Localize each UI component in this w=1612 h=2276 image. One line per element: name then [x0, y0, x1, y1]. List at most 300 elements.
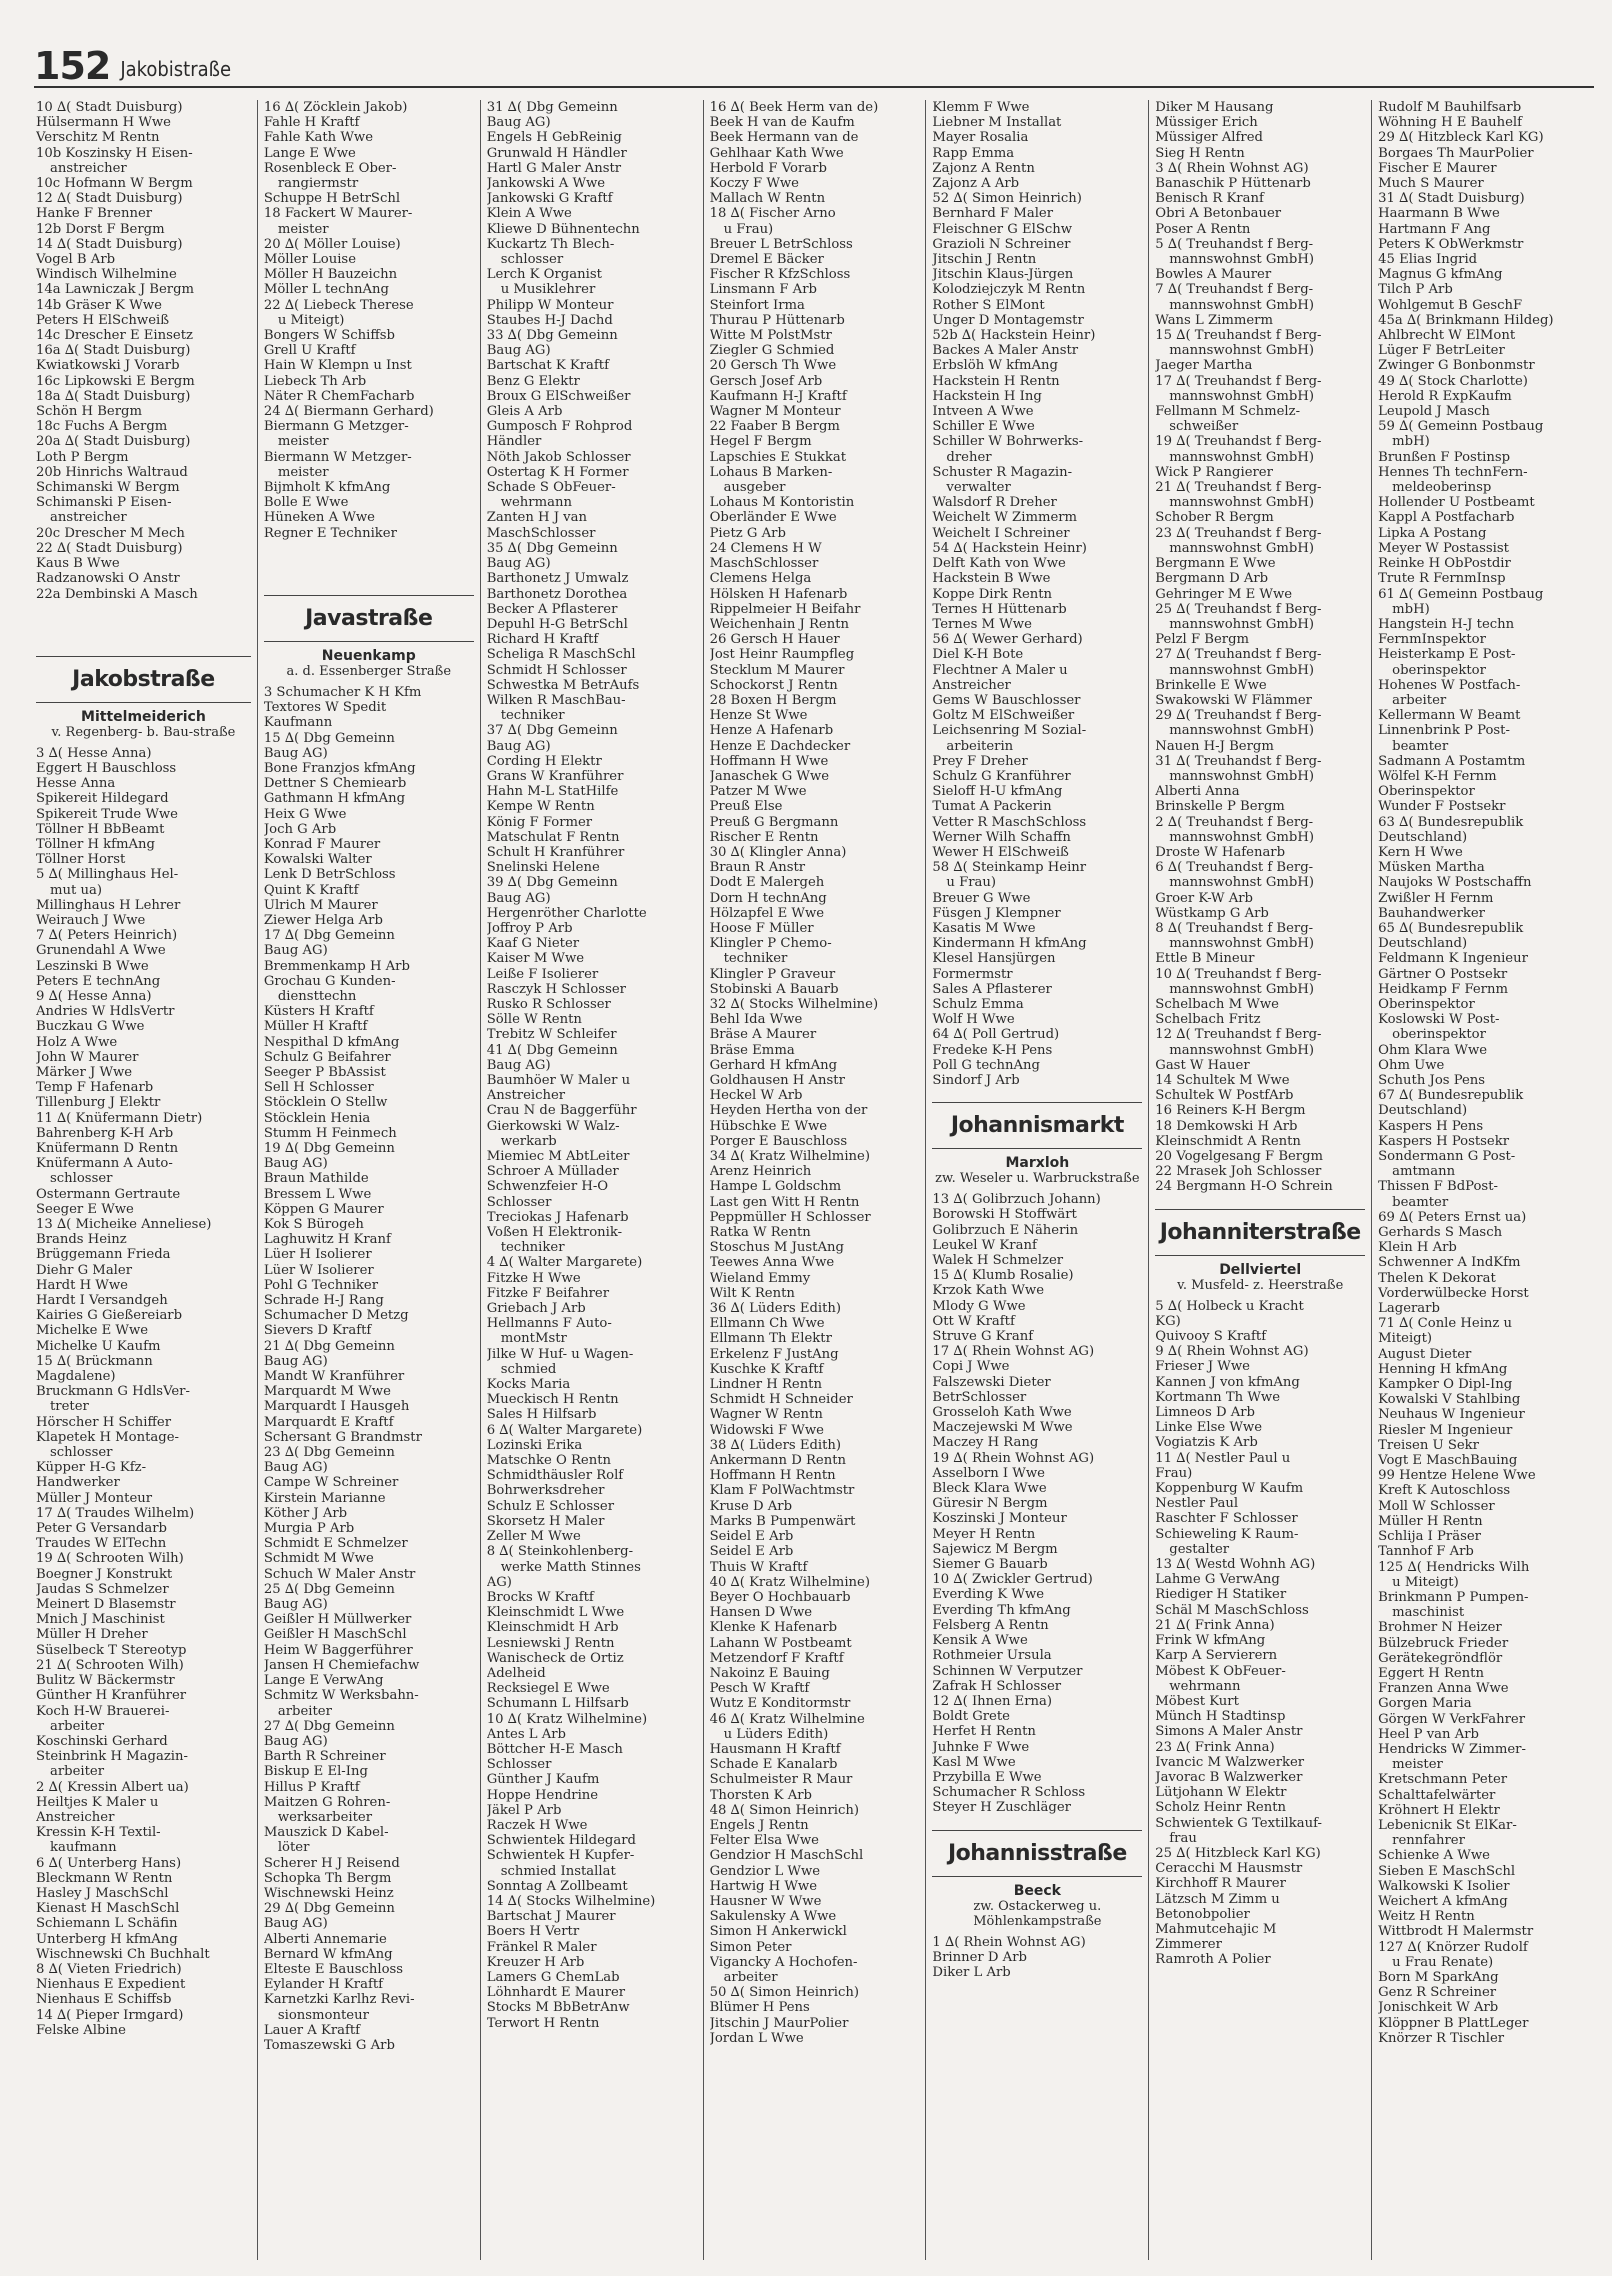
entry-line: Fahle Kath Wwe: [263, 130, 374, 146]
entry-line: Liebeck Th Arb: [263, 373, 367, 389]
entry-line: Borgaes Th MaurPolier: [1378, 145, 1534, 161]
entry-line: 12 ∆( Stadt Duisburg): [36, 191, 183, 207]
entry-line: Erbslöh W kfmAng: [932, 358, 1058, 374]
entry-line: 28 Boxen H Bergm: [709, 692, 837, 708]
entry-line: 14c Drescher E Einsetz: [36, 328, 193, 344]
entry-line: Lamers G ChemLab: [486, 1969, 620, 1985]
entry-line: Alberti Annemarie: [263, 1931, 387, 1947]
entry-line: Vogiatzis K Arb: [1155, 1435, 1258, 1451]
entry-line: Bernard W kfmAng: [263, 1946, 393, 1962]
entry-line: Quint K Kraftf: [263, 882, 359, 898]
entry-line: Hellmanns F Auto-: [486, 1316, 612, 1332]
entry-line: Brinskelle P Bergm: [1155, 799, 1285, 815]
entry-line: Schuch W Maler Anstr: [263, 1566, 416, 1582]
entry-line: Kressin K-H Textil-: [36, 1825, 161, 1841]
entry-line: Bergmann D Arb: [1155, 571, 1269, 587]
entry-line: Gersch Josef Arb: [709, 373, 823, 389]
entry-line: Peter G Versandarb: [36, 1521, 168, 1537]
entry-line: Diker L Arb: [932, 1964, 1011, 1980]
entry-line: Scheliga R MaschSchl: [486, 647, 636, 663]
entry-line: Barth R Schreiner: [263, 1749, 386, 1765]
entry-line: Müller J Monteur: [36, 1490, 153, 1506]
entry-line: Marks B Pumpenwärt: [709, 1513, 856, 1529]
entry-line: Töllner H kfmAng: [36, 836, 155, 852]
entry-line: Recksiegel E Wwe: [486, 1681, 610, 1697]
entry-line: Wagner W Rentn: [709, 1407, 823, 1423]
entry-line: Kreft K Autoschloss: [1378, 1483, 1511, 1499]
entry-line: oberinspektor: [1392, 662, 1486, 678]
entry-line: Formermstr: [932, 966, 1013, 982]
entry-line: mannswohnst GmbH): [1169, 723, 1315, 739]
entry-line: Schade E Kanalarb: [709, 1757, 838, 1773]
entry-line: Brinkelle E Wwe: [1155, 677, 1267, 693]
entry-line: 41 ∆( Dbg Gemeinn: [486, 1042, 618, 1058]
entry-line: 11 ∆( Knüfermann Dietr): [36, 1110, 203, 1126]
entry-line: Brands Heinz: [36, 1232, 127, 1248]
entry-line: mannswohnst GmbH): [1169, 768, 1315, 784]
entry-line: Schlosser: [486, 1757, 552, 1773]
entry-line: techniker: [500, 708, 565, 724]
entry-line: Loth P Bergm: [36, 449, 129, 465]
entry-line: Geißler H Müllwerker: [263, 1612, 412, 1628]
entry-line: 18 Fackert W Maurer-: [263, 206, 413, 222]
entry-line: Gast W Hauer: [1155, 1057, 1250, 1073]
column-1: [34, 100, 257, 2260]
entry-line: Felsberg A Rentn: [932, 1617, 1049, 1633]
entry-line: 35 ∆( Dbg Gemeinn: [486, 540, 618, 556]
entry-line: frau: [1169, 1830, 1197, 1846]
entry-line: maschinist: [1392, 1605, 1465, 1621]
entry-line: Kaufmann: [263, 715, 333, 731]
entry-line: 3 ∆( Rhein Wohnst AG): [1155, 160, 1309, 176]
entry-line: Arenz Heinrich: [709, 1164, 812, 1180]
entry-line: Ankermann D Rentn: [709, 1453, 847, 1469]
entry-line: Leukel W Kranf: [932, 1237, 1037, 1253]
entry-line: mbH): [1392, 434, 1430, 450]
entry-line: Karnetzki Karlhz Revi-: [263, 1992, 415, 2008]
entry-line: Diehr G Maler: [36, 1262, 133, 1278]
entry-line: 22 Mrasek Joh Schlosser: [1155, 1164, 1322, 1180]
entry-line: Widowski F Wwe: [709, 1422, 824, 1438]
entry-line: Janaschek G Wwe: [709, 768, 830, 784]
entry-line: Vogel B Arb: [36, 252, 116, 268]
street-heading: [36, 656, 251, 703]
entry-line: mannswohnst GmbH): [1169, 662, 1315, 678]
entry-line: Sales H Hilfsarb: [486, 1407, 597, 1423]
entry-line: Engels H GebReinig: [486, 130, 622, 146]
entry-line: Diel K-H Bote: [932, 647, 1024, 663]
street-heading: [1155, 1209, 1365, 1256]
entry-line: 16c Lipkowski E Bergm: [36, 373, 195, 389]
entry-line: Unterberg H kfmAng: [36, 1931, 178, 1947]
entry-line: Przybilla E Wwe: [932, 1769, 1042, 1785]
entry-line: Kirstein Marianne: [263, 1490, 386, 1506]
district-range: v. Musfeld- z. Heerstraße: [1177, 1277, 1344, 1293]
entry-line: Hübschke E Wwe: [709, 1118, 828, 1134]
entry-line: Stoschus M JustAng: [709, 1240, 844, 1256]
entry-line: Möller H Bauzeichn: [263, 267, 398, 283]
entry-line: Jitschin J Rentn: [932, 252, 1037, 268]
entry-line: Ivancic M Walzwerker: [1155, 1754, 1305, 1770]
entry-line: Depuhl H-G BetrSchl: [486, 616, 628, 632]
entry-line: techniker: [723, 951, 788, 967]
entry-line: arbeiter: [50, 1718, 105, 1734]
entry-line: Müller H Rentn: [1378, 1513, 1483, 1529]
entry-line: Baug AG): [486, 343, 551, 359]
entry-line: Murgia P Arb: [263, 1521, 355, 1537]
entry-line: Wittbrodt H Malermstr: [1378, 1924, 1534, 1940]
entry-line: Ziewer Helga Arb: [263, 912, 383, 928]
entry-line: Ramroth A Polier: [1155, 1952, 1271, 1968]
entry-line: Jansen H Chemiefachw: [263, 1657, 420, 1673]
entry-line: Delft Kath von Wwe: [932, 556, 1066, 572]
entry-line: FernmInspektor: [1378, 632, 1486, 648]
entry-line: Wolf H Wwe: [932, 1012, 1015, 1028]
entry-line: Moll W Schlosser: [1378, 1498, 1495, 1514]
entry-line: Herbold F Vorarb: [709, 160, 827, 176]
entry-line: Schalttafelwärter: [1378, 1787, 1496, 1803]
entry-line: Heisterkamp E Post-: [1378, 647, 1516, 663]
entry-line: Nienhaus E Schiffsb: [36, 1992, 172, 2008]
entry-line: Kliewe D Bühnentechn: [486, 221, 640, 237]
entry-line: Dremel E Bäcker: [709, 252, 824, 268]
entry-line: Philipp W Monteur: [486, 297, 614, 313]
entry-line: mannswohnst GmbH): [1169, 388, 1315, 404]
entry-line: Weirauch J Wwe: [36, 912, 146, 928]
entry-line: Schober R Bergm: [1155, 510, 1274, 526]
entry-line: Heyden Hertha von der: [709, 1103, 868, 1119]
entry-line: Schumacher D Metzg: [263, 1308, 409, 1324]
column-5: [925, 100, 1148, 2260]
entry-line: Kaspers H Postsekr: [1378, 1133, 1510, 1149]
entry-line: Baug AG): [263, 1460, 328, 1476]
entry-line: mannswohnst GmbH): [1169, 540, 1315, 556]
entry-line: 23 ∆( Dbg Gemeinn: [263, 1445, 395, 1461]
entry-line: 10c Hofmann W Bergm: [36, 176, 193, 192]
entry-line: 18a ∆( Stadt Duisburg): [36, 388, 191, 404]
entry-line: Hausner W Wwe: [709, 1893, 822, 1909]
entry-line: 32 ∆( Stocks Wilhelmine): [709, 996, 879, 1012]
entry-line: Seeger P BbAssist: [263, 1064, 386, 1080]
entry-line: Buczkau G Wwe: [36, 1019, 145, 1035]
entry-line: Raczek H Wwe: [486, 1817, 588, 1833]
entry-line: Baug AG): [486, 115, 551, 131]
entry-line: Schumann L Hilfsarb: [486, 1696, 629, 1712]
entry-line: Millinghaus H Lehrer: [36, 897, 181, 913]
entry-line: Schienke A Wwe: [1378, 1848, 1490, 1864]
entry-line: Treisen U Sekr: [1378, 1437, 1479, 1453]
entry-line: Leszinski B Wwe: [36, 958, 149, 974]
entry-line: kaufmann: [50, 1840, 117, 1856]
entry-line: Schmidt E Schmelzer: [263, 1536, 408, 1552]
entry-line: Hölzapfel E Wwe: [709, 905, 825, 921]
district-range: zw. Weseler u. Warbruckstraße: [935, 1171, 1140, 1187]
entry-line: Bleckmann W Rentn: [36, 1870, 173, 1886]
entry-line: Lozinski Erika: [486, 1437, 583, 1453]
entry-line: MaschSchlosser: [486, 525, 596, 541]
entry-line: 39 ∆( Dbg Gemeinn: [486, 875, 618, 891]
entry-line: Schersant G Brandmstr: [263, 1429, 422, 1445]
entry-line: Baug AG): [263, 745, 328, 761]
entry-line: 17 ∆( Rhein Wohnst AG): [932, 1344, 1095, 1360]
entry-line: Schiller E Wwe: [932, 419, 1035, 435]
entry-line: Lapschies E Stukkat: [709, 449, 847, 465]
entry-line: Vogt E MaschBauing: [1378, 1453, 1518, 1469]
entry-line: Klemm F Wwe: [932, 100, 1030, 115]
entry-line: 125 ∆( Hendricks Wilh: [1378, 1559, 1530, 1575]
entry-line: Bulitz W Bäckermstr: [36, 1673, 175, 1689]
entry-line: Temp F Hafenarb: [36, 1080, 154, 1096]
entry-line: Jankowski G Kraftf: [486, 191, 613, 207]
entry-line: mannswohnst GmbH): [1169, 875, 1315, 891]
entry-line: Juhnke F Wwe: [932, 1739, 1030, 1755]
entry-line: Erkelenz F JustAng: [709, 1346, 839, 1362]
entry-line: Bräse A Maurer: [709, 1027, 817, 1043]
page-number: 152: [34, 44, 111, 88]
entry-line: u Lüders Edith): [723, 1726, 829, 1742]
entry-line: mannswohnst GmbH): [1169, 616, 1315, 632]
entry-line: Kern H Wwe: [1378, 844, 1463, 860]
entry-line: Kasatis M Wwe: [932, 920, 1036, 936]
entry-line: Struve G Kranf: [932, 1329, 1034, 1345]
entry-line: Bowles A Maurer: [1155, 267, 1272, 283]
entry-line: Leupold J Masch: [1378, 404, 1490, 420]
entry-line: Campe W Schreiner: [263, 1475, 399, 1491]
entry-line: Leichsenring M Sozial-: [932, 723, 1087, 739]
entry-line: Nakoinz E Bauing: [709, 1665, 830, 1681]
entry-line: Lerch K Organist: [486, 267, 602, 283]
entry-line: 59 ∆( Gemeinn Postbaug: [1378, 419, 1544, 435]
entry-line: Schulz G Kranführer: [932, 768, 1071, 784]
entry-line: Kwiatkowski J Vorarb: [36, 358, 180, 374]
entry-line: Kempe W Rentn: [486, 799, 595, 815]
entry-line: Konrad F Maurer: [263, 836, 381, 852]
entry-line: Brinkmann P Pumpen-: [1378, 1589, 1529, 1605]
entry-line: Schuster R Magazin-: [932, 464, 1073, 480]
entry-line: Vetter R MaschSchloss: [932, 814, 1087, 830]
entry-line: Braun Mathilde: [263, 1171, 369, 1187]
entry-line: Hampe L Goldschm: [709, 1179, 842, 1195]
entry-line: Baug AG): [486, 738, 551, 754]
entry-line: Hardt I Versandgeh: [36, 1293, 168, 1309]
entry-line: Stocks M BbBetrAnw: [486, 2000, 630, 2016]
entry-line: Limneos D Arb: [1155, 1405, 1255, 1421]
entry-line: Sindorf J Arb: [932, 1073, 1020, 1088]
entry-line: Bolle E Wwe: [263, 495, 349, 511]
entry-line: Koschinski Gerhard: [36, 1733, 168, 1749]
entry-line: Weichert A kfmAng: [1378, 1893, 1508, 1909]
entry-line: Barthonetz J Umwalz: [486, 571, 629, 587]
entry-line: Brinner D Arb: [932, 1949, 1027, 1965]
entry-line: Zeller M Wwe: [486, 1529, 581, 1545]
entry-line: Wöhning H E Bauhelf: [1378, 115, 1523, 131]
entry-line: Pesch W Kraftf: [709, 1681, 810, 1697]
entry-line: Siemer G Bauarb: [932, 1557, 1048, 1573]
entry-line: Hackstein B Wwe: [932, 571, 1051, 587]
entry-line: Kruse D Arb: [709, 1498, 793, 1514]
entry-line: Kaaf G Nieter: [486, 936, 580, 952]
entry-line: Staubes H-J Dachd: [486, 312, 613, 328]
entry-line: 27 ∆( Treuhandst f Berg-: [1155, 647, 1322, 663]
entry-line: Stobinski A Bauarb: [709, 981, 839, 997]
entry-line: Schäl M MaschSchloss: [1155, 1602, 1309, 1618]
entry-line: 56 ∆( Wewer Gerhard): [932, 632, 1083, 648]
column-7: [1371, 100, 1594, 2260]
entry-line: 15 ∆( Treuhandst f Berg-: [1155, 328, 1322, 344]
entry-line: Hoffmann H Rentn: [709, 1468, 836, 1484]
entry-line: Banaschik P Hüttenarb: [1155, 176, 1311, 192]
entry-line: 23 ∆( Treuhandst f Berg-: [1155, 525, 1322, 541]
entry-line: anstreicher: [50, 160, 127, 176]
entry-line: Ellmann Th Elektr: [709, 1331, 832, 1347]
entry-line: Kampker O Dipl-Ing: [1378, 1377, 1513, 1393]
entry-line: Andries W HdlsVertr: [36, 1004, 175, 1020]
entry-line: Kellermann W Beamt: [1378, 708, 1521, 724]
entry-line: Peters K ObWerkmstr: [1378, 236, 1524, 252]
entry-line: Müller H Kraftf: [263, 1019, 368, 1035]
entry-line: Bohrwerksdreher: [486, 1483, 605, 1499]
entry-line: Schiller W Bohrwerks-: [932, 434, 1084, 450]
entry-line: 16 ∆( Beek Herm van de): [709, 100, 879, 115]
entry-line: Bauhandwerker: [1378, 905, 1485, 921]
entry-line: 45 Elias Ingrid: [1378, 252, 1478, 268]
entry-line: Goldhausen H Anstr: [709, 1073, 845, 1088]
entry-line: Everding K Wwe: [932, 1587, 1045, 1603]
entry-line: Stöcklein O Stellw: [263, 1095, 388, 1111]
entry-line: Kensik A Wwe: [932, 1633, 1028, 1649]
entry-line: Hegel F Bergm: [709, 434, 812, 450]
entry-line: Heiltjes K Maler u: [36, 1794, 159, 1810]
entry-line: Ott W Kraftf: [932, 1313, 1015, 1329]
entry-line: 16a ∆( Stadt Duisburg): [36, 343, 191, 359]
entry-line: Anstreicher: [36, 1809, 115, 1825]
entry-line: Sajewicz M Bergm: [932, 1541, 1058, 1557]
entry-line: 29 ∆( Hitzbleck Karl KG): [1378, 130, 1544, 146]
entry-line: Deutschland): [1378, 1103, 1468, 1119]
entry-line: Thelen K Dekorat: [1378, 1270, 1496, 1286]
entry-line: Prey F Dreher: [932, 753, 1028, 769]
entry-line: Kreuzer H Arb: [486, 1954, 585, 1970]
entry-line: Becker A Pflasterer: [486, 601, 618, 617]
entry-line: Rothmeier Ursula: [932, 1648, 1052, 1664]
entry-line: Gendzior L Wwe: [709, 1863, 821, 1879]
entry-line: 10b Koszinsky H Eisen-: [36, 145, 193, 161]
entry-line: Frau): [1155, 1465, 1193, 1481]
entry-line: AG): [486, 1574, 512, 1590]
entry-line: 10 ∆( Zwickler Gertrud): [932, 1572, 1093, 1588]
entry-line: Fischer E Maurer: [1378, 160, 1497, 176]
entry-line: Maitzen G Rohren-: [263, 1794, 391, 1810]
entry-line: Schwenzfeier H-O: [486, 1179, 609, 1195]
entry-line: u Frau Renate): [1392, 1954, 1494, 1970]
entry-line: löter: [277, 1840, 310, 1856]
entry-line: Heim W Baggerführer: [263, 1642, 413, 1658]
entry-line: Zwinger G Bonbonmstr: [1378, 358, 1535, 374]
entry-line: Lesniewski J Rentn: [486, 1635, 615, 1651]
entry-line: Jilke W Huf- u Wagen-: [486, 1346, 634, 1362]
entry-line: Spikereit Trude Wwe: [36, 806, 178, 822]
entry-line: montMstr: [500, 1331, 567, 1347]
entry-line: Möller L technAng: [263, 282, 389, 298]
entry-line: Anstreicher: [932, 677, 1011, 693]
entry-line: 19 ∆( Dbg Gemeinn: [263, 1140, 395, 1156]
entry-line: Rapp Emma: [932, 145, 1015, 161]
entry-line: Brohmer N Heizer: [1378, 1620, 1502, 1636]
entry-line: Klam F PolWachtmstr: [709, 1483, 855, 1499]
entry-line: 21 ∆( Schrooten Wilh): [36, 1657, 184, 1673]
entry-line: Meyer H Rentn: [932, 1526, 1036, 1542]
entry-line: Lagerarb: [1378, 1301, 1440, 1317]
entry-line: Gehringer M E Wwe: [1155, 586, 1293, 602]
entry-line: Gumposch F Rohprod: [486, 419, 633, 435]
entry-line: Klingler P Chemo-: [709, 936, 832, 952]
entry-line: schlosser: [50, 1171, 113, 1187]
entry-line: Geißler H MaschSchl: [263, 1627, 407, 1643]
entry-line: gestalter: [1169, 1541, 1230, 1557]
entry-line: 19 ∆( Schrooten Wilh): [36, 1551, 184, 1567]
entry-line: Ulrich M Maurer: [263, 897, 378, 913]
entry-line: 16 ∆( Zöcklein Jakob): [263, 100, 408, 115]
entry-line: Baug AG): [263, 1597, 328, 1613]
entry-line: 52 ∆( Simon Heinrich): [932, 191, 1082, 207]
entry-line: Kasl M Wwe: [932, 1754, 1016, 1770]
entry-line: Neuhaus W Ingenieur: [1378, 1407, 1525, 1423]
entry-line: Zimmerer: [1155, 1937, 1222, 1953]
entry-line: 4 ∆( Walter Margarete): [486, 1255, 643, 1271]
entry-line: Jitschin J MaurPolier: [709, 2015, 849, 2031]
entry-line: Weichelt I Schreiner: [932, 525, 1070, 541]
entry-line: schmied Installat: [500, 1863, 616, 1879]
entry-line: Mandt W Kranführer: [263, 1369, 405, 1385]
street-heading: [932, 1102, 1142, 1149]
entry-line: Simon H Ankerwickl: [709, 1924, 847, 1940]
entry-line: 20 ∆( Möller Louise): [263, 236, 401, 252]
entry-line: 14 ∆( Stadt Duisburg): [36, 236, 183, 252]
entry-line: Hollender U Postbeamt: [1378, 495, 1535, 511]
entry-line: Miteigt): [1378, 1331, 1433, 1347]
entry-line: Rosenbleck E Ober-: [263, 160, 397, 176]
entry-line: 31 ∆( Treuhandst f Berg-: [1155, 753, 1322, 769]
entry-line: schweißer: [1169, 419, 1239, 435]
entry-line: 31 ∆( Dbg Gemeinn: [486, 100, 618, 115]
entry-line: Holz A Wwe: [36, 1034, 118, 1050]
entry-line: Herold R ExpKaufm: [1378, 388, 1512, 404]
entry-line: Steinfort Irma: [709, 297, 805, 313]
entry-line: Kaspers H Pens: [1378, 1118, 1484, 1134]
entry-line: 22 Faaber B Bergm: [709, 419, 840, 435]
entry-line: Klesel Hansjürgen: [932, 951, 1056, 967]
entry-line: werke Matth Stinnes: [500, 1559, 641, 1575]
entry-line: Schmidt M Wwe: [263, 1551, 374, 1567]
entry-line: 24 Clemens H W: [709, 540, 822, 556]
entry-line: Ostermann Gertraute: [36, 1186, 181, 1202]
entry-line: beamter: [1392, 738, 1449, 754]
entry-line: Küpper H-G Kfz-: [36, 1460, 147, 1476]
entry-line: Gerätekegröndflör: [1378, 1650, 1503, 1666]
entry-line: werksarbeiter: [277, 1809, 373, 1825]
entry-line: Simon Peter: [709, 1939, 792, 1955]
entry-line: anstreicher: [50, 510, 127, 526]
entry-line: 7 ∆( Treuhandst f Berg-: [1155, 282, 1314, 298]
entry-line: 18 Demkowski H Arb: [1155, 1118, 1298, 1134]
entry-line: Seidel E Arb: [709, 1544, 794, 1560]
entry-line: 37 ∆( Dbg Gemeinn: [486, 723, 618, 739]
entry-line: Werner Wilh Schaffn: [932, 829, 1071, 845]
entry-line: Wischnewski Ch Buchhalt: [36, 1946, 210, 1962]
entry-line: 17 ∆( Treuhandst f Berg-: [1155, 373, 1322, 389]
entry-line: 13 ∆( Micheike Anneliese): [36, 1217, 212, 1232]
entry-line: 16 Reiners K-H Bergm: [1155, 1103, 1306, 1119]
